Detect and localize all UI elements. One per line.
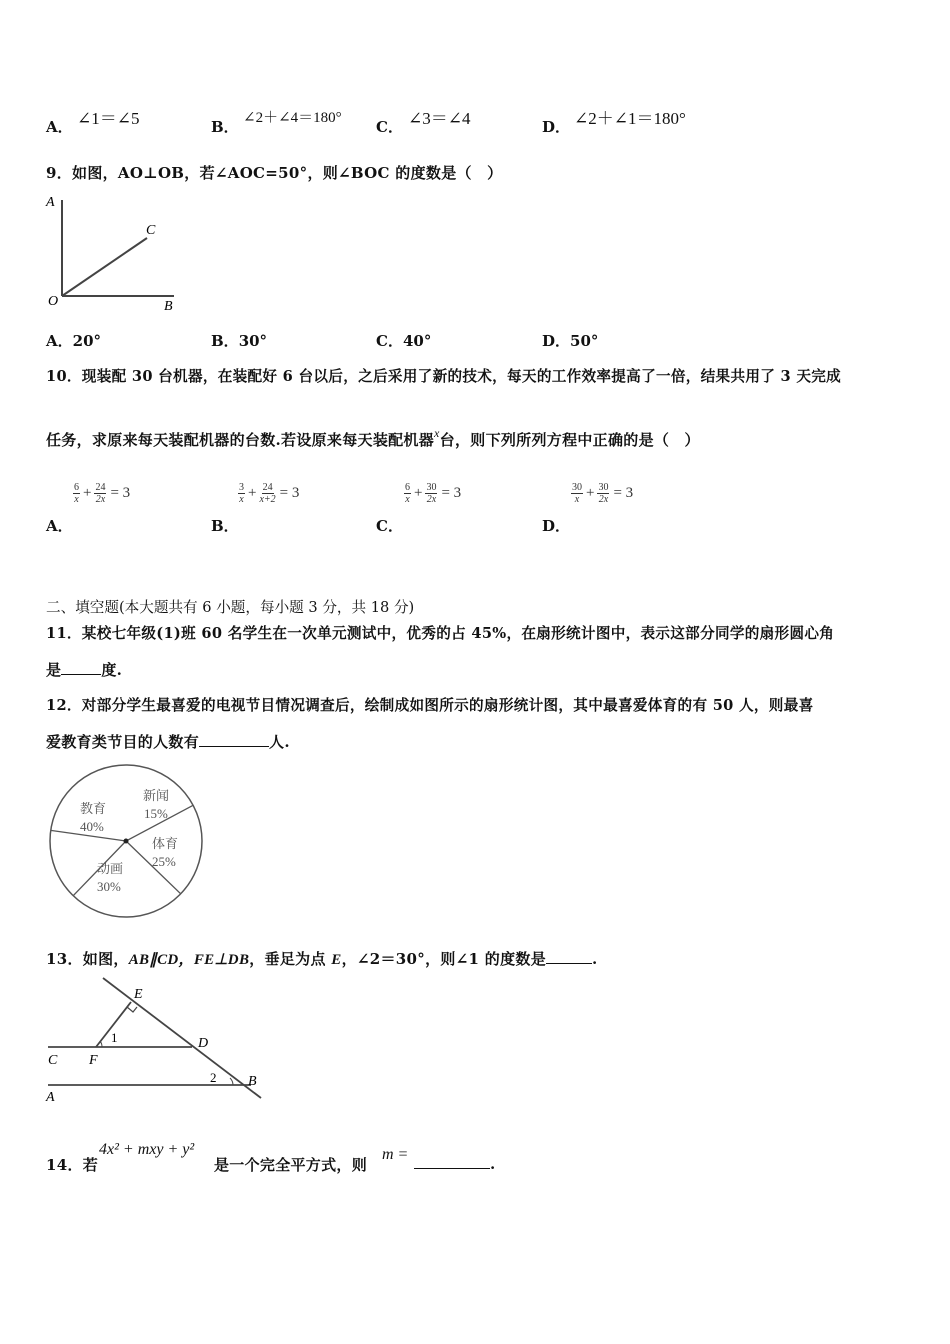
svg-text:B: B [248,1074,257,1089]
q10-line2b: 台，则下列所列方程中正确的是（ ） [439,431,700,449]
pie-label-donghua: 动画 [97,861,124,876]
q9-label-c: C [146,223,156,238]
q8-option-d-expr: ∠2＋∠1＝180° [574,109,686,128]
q8-option-a-expr: ∠1＝∠5 [77,109,140,128]
q13-text-c: ，垂足为点 [249,950,332,968]
q9-option-b-label: B． [211,332,239,350]
q14-answer-blank[interactable] [414,1154,490,1169]
pie-center [124,839,129,844]
q9-label-a: A [46,195,55,210]
q9-option-a-value: 20° [72,332,102,350]
q13-text-a: 13．如图， [46,950,129,968]
q10-line1: 10．现装配 30 台机器，在装配好 6 台以后，之后采用了新的技术，每天的工作效率提高了一倍，结果共用了 3 天完成 [46,368,842,385]
svg-text:F: F [89,1053,98,1068]
q9-label-b: B [164,299,173,314]
q10-option-c-label: C． [376,517,403,535]
q8-option-b-label: B． [211,118,239,136]
right-angle-mark [127,1007,137,1012]
q10-option-b-label: B． [211,517,239,535]
pie-label-xinwen: 新闻 [143,788,170,803]
q12-line2a: 爱教育类节目的人数有 [46,733,200,751]
q10-option-d-equation: $\frac{30}{x}$ + $\frac{30}{2x}$ = 3 [572,482,634,505]
q11-line2b: 度. [101,661,123,679]
q14-suffix: . [490,1155,496,1173]
q13-answer-blank[interactable] [546,949,592,964]
q13-text-d: E [331,952,342,968]
svg-text:C: C [48,1053,58,1068]
q10-var: x [434,426,440,440]
q10-option-a-equation: $\frac{6}{x}$ + $\frac{24}{2x}$ = 3 [74,482,131,505]
svg-text:2: 2 [210,1070,217,1085]
q8-option-c-expr: ∠3＝∠4 [408,109,471,128]
q10-line2a: 任务，求原来每天装配机器的台数.若设原来每天装配机器 [46,431,435,449]
q12-answer-blank[interactable] [199,732,269,747]
q9-option-d-value: 50° [570,332,599,350]
q10-option-d-label: D． [542,517,571,535]
q8-option-b-expr: ∠2＋∠4＝180° [243,110,342,126]
q11-answer-blank[interactable] [61,660,101,675]
q13-text-f: . [592,950,598,968]
q14-expr: 4x² + mxy + y² [99,1141,195,1158]
q14-var: m = [382,1146,409,1163]
pie-pct-xinwen: 15% [144,806,168,821]
q9-option-c-value: 40° [402,332,432,350]
q10-option-c-equation: $\frac{6}{x}$ + $\frac{30}{2x}$ = 3 [405,482,462,505]
q9-option-b-value: 30° [238,332,268,350]
q10-option-b-equation: $\frac{3}{x}$ + $\frac{24}{x+2}$ = 3 [239,482,300,505]
q8-option-a-label: A． [46,118,73,136]
q8-option-d-label: D． [542,118,571,136]
svg-text:A: A [46,1090,55,1105]
q13-text-b: AB∥CD，FE⊥DB [128,952,250,968]
section2-title: 二、填空题(本大题共有 6 小题，每小题 3 分，共 18 分) [46,599,415,616]
q9-option-a-label: A． [46,332,73,350]
q11-line1: 11．某校七年级(1)班 60 名学生在一次单元测试中，优秀的占 45%，在扇形统计图中，表示这部分同学的扇形圆心角 [46,625,835,642]
svg-text:1: 1 [111,1030,118,1045]
pie-label-jiaoyu: 教育 [80,801,107,816]
q9-option-c-label: C． [376,332,403,350]
q12-line1: 12．对部分学生最喜爱的电视节目情况调查后，绘制成如图所示的扇形统计图，其中最喜爱体育的有 50 人，则最喜 [46,697,814,714]
svg-text:D: D [198,1036,209,1051]
q12-line2b: 人. [269,733,290,751]
q13-text-e: ，∠2＝30°，则∠1 的度数是 [341,950,547,968]
q14-prefix: 14．若 [46,1156,99,1174]
svg-text:E: E [134,987,143,1002]
q14-middle: 是一个完全平方式，则 [214,1156,368,1174]
pie-label-tiyu: 体育 [152,836,179,851]
pie-pct-jiaoyu: 40% [80,819,104,834]
line-db [103,978,261,1098]
q9-label-o: O [48,294,59,309]
pie-pct-tiyu: 25% [152,854,176,869]
pie-pct-donghua: 30% [97,879,121,894]
q8-option-c-label: C． [376,118,403,136]
q9-text: 9．如图，AO⊥OB，若∠AOC=50°，则∠BOC 的度数是（ ） [46,164,503,182]
q9-option-d-label: D． [542,332,571,350]
q13-figure [40,975,270,1110]
q12-pie-chart [46,762,206,922]
q10-option-a-label: A． [46,517,73,535]
q9-figure [44,190,184,315]
q11-line2a: 是 [46,661,62,679]
